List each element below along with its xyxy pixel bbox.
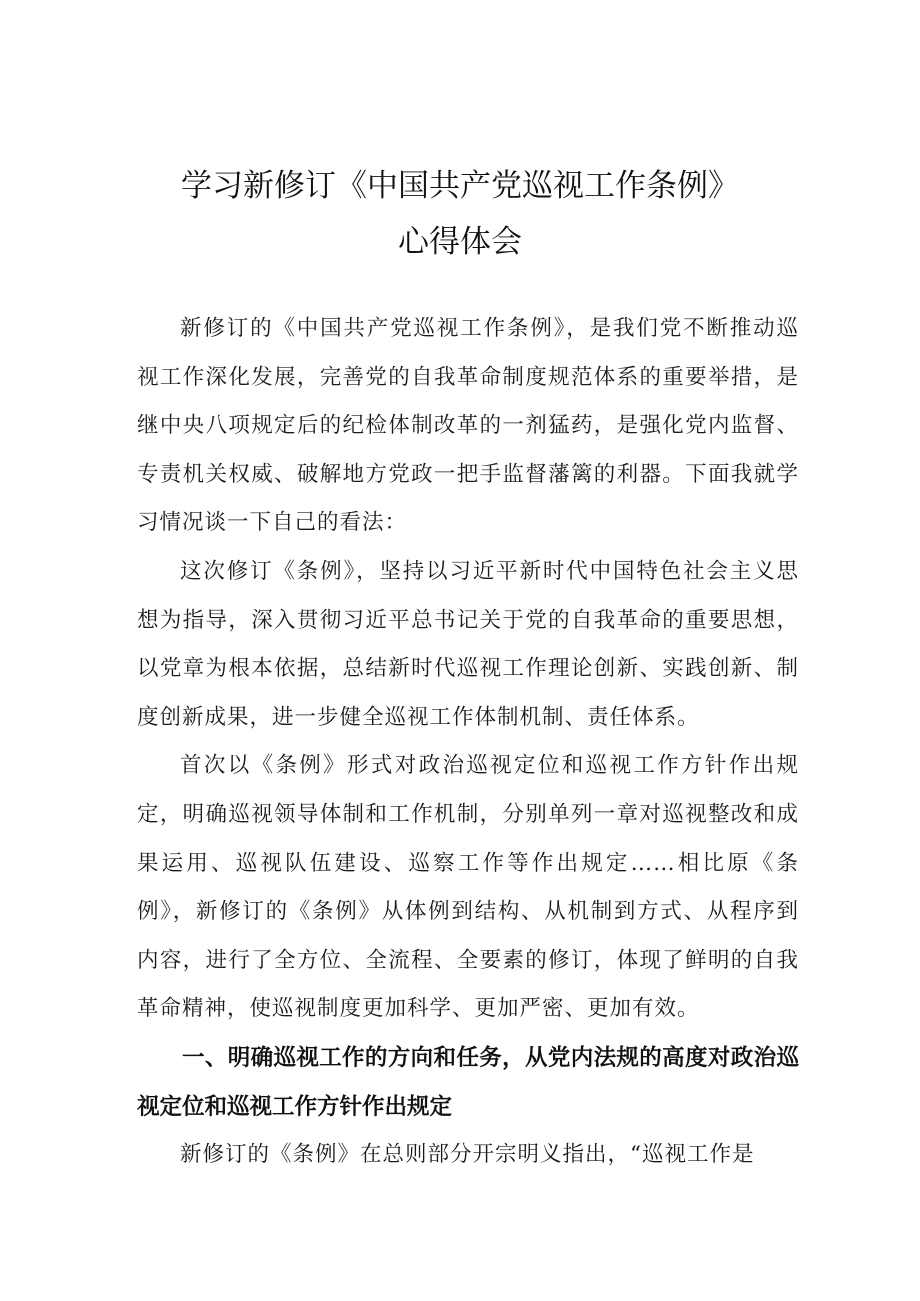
section-heading-1: 一、明确巡视工作的方向和任务，从党内法规的高度对政治巡视定位和巡视工作方针作出规定 bbox=[137, 1044, 799, 1120]
document-body bbox=[137, 305, 799, 1180]
document-title-line-1: 学习新修订《中国共产党巡视工作条例》 bbox=[181, 168, 739, 204]
paragraph-revision: 这次修订《条例》，坚持以习近平新时代中国特色社会主义思想为指导，深入贯彻习近平总书记关于党的自我革命的重要思想，以党章为根本依据，总结新时代巡视工作理论创新、实践创新、制度创新成果，进一步健全巡视工作体制机制、责任体系。 bbox=[137, 558, 799, 730]
paragraph-first-time: 首次以《条例》形式对政治巡视定位和巡视工作方针作出规定，明确巡视领导体制和工作机制，分别单列一章对巡视整改和成果运用、巡视队伍建设、巡察工作等作出规定……相比原《条例》，新修订的《条例》从体例到结构、从机制到方式、从程序到内容，进行了全方位、全流程、全要素的修订，体现了鲜明的自我革命精神，使巡视制度更加科学、更加严密、更加有效。 bbox=[137, 753, 799, 1022]
document-title-line-2: 心得体会 bbox=[398, 224, 522, 260]
paragraph-general-provisions: 新修订的《条例》在总则部分开宗明义指出，“巡视工作是 bbox=[180, 1142, 755, 1168]
paragraph-intro: 新修订的《中国共产党巡视工作条例》，是我们党不断推动巡视工作深化发展，完善党的自我革命制度规范体系的重要举措，是继中央八项规定后的纪检体制改革的一剂猛药，是强化党内监督、专责机关权威、破解地方党政一把手监督藩篱的利器。下面我就学习情况谈一下自己的看法： bbox=[137, 316, 799, 536]
